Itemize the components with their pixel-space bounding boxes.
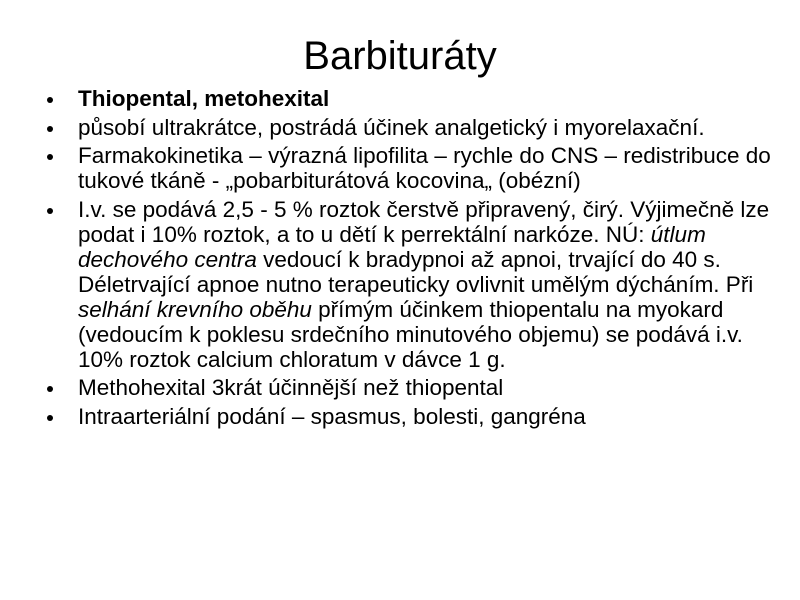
bullet-dot-icon — [47, 208, 53, 214]
bullet-item-administration — [44, 197, 774, 372]
bullet-item-intraarterial — [44, 404, 774, 429]
bullet-text-emphasis: útlum dechového centra — [78, 221, 706, 272]
bullet-text-part: vedoucí k bradypnoi až apnoi, trvající do 40 s. Déletrvající apnoe nutno terapeuticky ovlivnit umělým dýcháním. Při — [78, 246, 754, 297]
bullet-list — [44, 86, 774, 432]
bullet-text: Intraarteriální podání – spasmus, bolesti, gangréna — [78, 403, 586, 429]
bullet-dot-icon — [47, 126, 53, 132]
bullet-text-emphasis: selhání krevního oběhu — [78, 296, 312, 322]
bullet-item-drugs — [44, 86, 774, 111]
bullet-dot-icon — [47, 415, 53, 421]
bullet-text-part: přímým účinkem thiopentalu na myokard (vedoucím k poklesu srdečního minutového objemu) se podává i.v. 10% roztok calcium chloratum v dávce 1 g. — [78, 296, 743, 372]
slide-title: Barbituráty — [303, 34, 497, 78]
bullet-text-part: I.v. se podává 2,5 - 5 % roztok čerstvě připravený, čirý. Výjimečně lze podat i 10% roztok, a to u dětí k perrektální narkóze. NÚ: — [78, 196, 770, 247]
bullet-text: Farmakokinetika – výrazná lipofilita – rychle do CNS – redistribuce do tukové tkáně - „pobarbiturátová kocovina„ (obézní) — [78, 143, 771, 193]
bullet-item-effect — [44, 115, 774, 140]
bullet-dot-icon — [47, 154, 53, 160]
bullet-dot-icon — [47, 386, 53, 392]
bullet-text: působí ultrakrátce, postrádá účinek analgetický i myorelaxační. — [78, 114, 705, 140]
bullet-text: Methohexital 3krát účinnější než thiopental — [78, 375, 504, 400]
bullet-dot-icon — [47, 97, 53, 103]
bullet-text: Thiopental, metohexital — [78, 86, 330, 111]
bullet-item-pharmacokinetics — [44, 143, 774, 193]
bullet-item-potency — [44, 375, 774, 400]
